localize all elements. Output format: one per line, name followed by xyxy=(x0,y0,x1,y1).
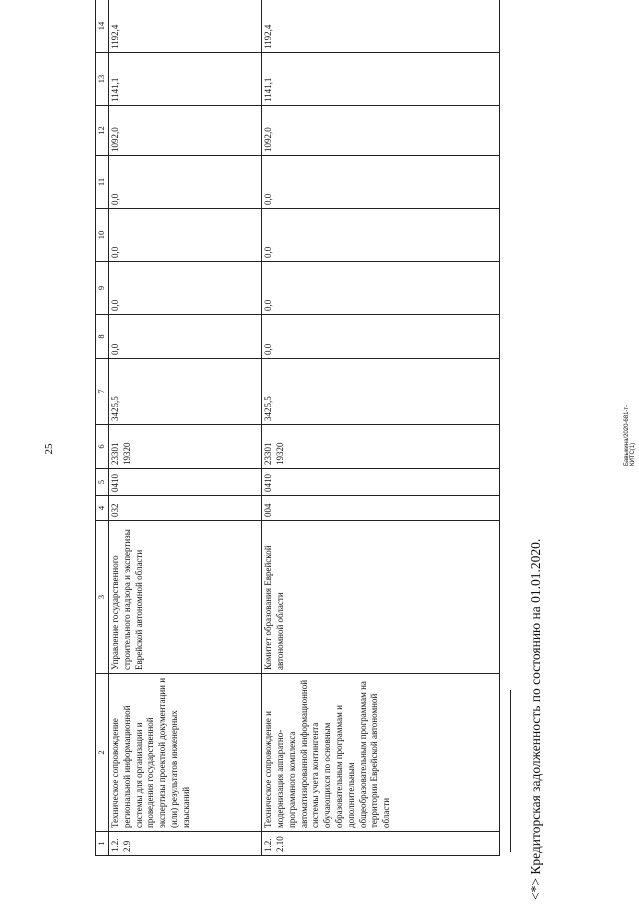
header-cell: 4 xyxy=(96,496,109,521)
table-row xyxy=(109,0,262,856)
year-value: 0,0 xyxy=(109,315,262,359)
header-cell: 9 xyxy=(96,262,109,315)
year-value: 1192,4 xyxy=(262,0,500,53)
header-cell: 7 xyxy=(96,359,109,425)
activity-name: Техническое сопровождение и модернизация аппаратно-программного комплекса автоматизированной информационной системы учета контингента обучающихся по основным образовательным программам и дополнительным общеобразовательным программам на территории Еврейской автономной области xyxy=(262,674,500,832)
grbs-code: 032 xyxy=(109,496,262,521)
year-value: 1192,4 xyxy=(109,0,262,53)
header-cell: 1 xyxy=(96,832,109,856)
header-cell: 11 xyxy=(96,156,109,209)
year-value: 1092,0 xyxy=(262,106,500,156)
header-row xyxy=(96,0,109,856)
year-value: 0,0 xyxy=(262,209,500,262)
year-value: 0,0 xyxy=(262,156,500,209)
header-cell: 3 xyxy=(96,521,109,674)
table-row xyxy=(262,0,500,856)
target-article: 23301 19320 xyxy=(109,425,262,469)
document-code: Бавыкина/2020-681-т-КИТС(1) xyxy=(624,404,636,466)
header-cell: 13 xyxy=(96,53,109,106)
header-cell: 14 xyxy=(96,0,109,53)
year-value: 0,0 xyxy=(109,209,262,262)
year-value: 1092,0 xyxy=(109,106,262,156)
header-cell: 12 xyxy=(96,106,109,156)
year-value: 0,0 xyxy=(109,262,262,315)
activity-name: Техническое сопровождение региональной информационной системы для организации и проведения государственной экспертизы проектной документации и (или) результатов инженерных изысканий xyxy=(109,674,262,832)
year-value: 0,0 xyxy=(262,315,500,359)
section-code: 0410 xyxy=(262,469,500,496)
footnote: <*> Кредиторская задолженность по состоянию на 01.01.2020. xyxy=(528,538,543,900)
responsible-executor: Комитет образования Еврейской автономной области xyxy=(262,521,500,674)
responsible-executor: Управление государственного строительного надзора и экспертизы Еврейской автономной области xyxy=(109,521,262,674)
footnote-divider xyxy=(510,690,511,852)
year-value: 0,0 xyxy=(109,156,262,209)
row-number: 1.2.2.10 xyxy=(262,832,500,856)
year-value: 1141,1 xyxy=(109,53,262,106)
header-cell: 2 xyxy=(96,674,109,832)
year-value: 0,0 xyxy=(262,262,500,315)
budget-table xyxy=(95,21,500,856)
header-cell: 10 xyxy=(96,209,109,262)
target-article: 23301 19320 xyxy=(262,425,500,469)
header-cell: 8 xyxy=(96,315,109,359)
header-cell: 6 xyxy=(96,425,109,469)
page-number: 25 xyxy=(43,443,55,455)
year-value: 1141,1 xyxy=(262,53,500,106)
total-amount: 3425,5 xyxy=(262,359,500,425)
total-amount: 3425,5 xyxy=(109,359,262,425)
header-cell: 5 xyxy=(96,469,109,496)
grbs-code: 004 xyxy=(262,496,500,521)
section-code: 0410 xyxy=(109,469,262,496)
row-number: 1.2.2.9 xyxy=(109,832,262,856)
